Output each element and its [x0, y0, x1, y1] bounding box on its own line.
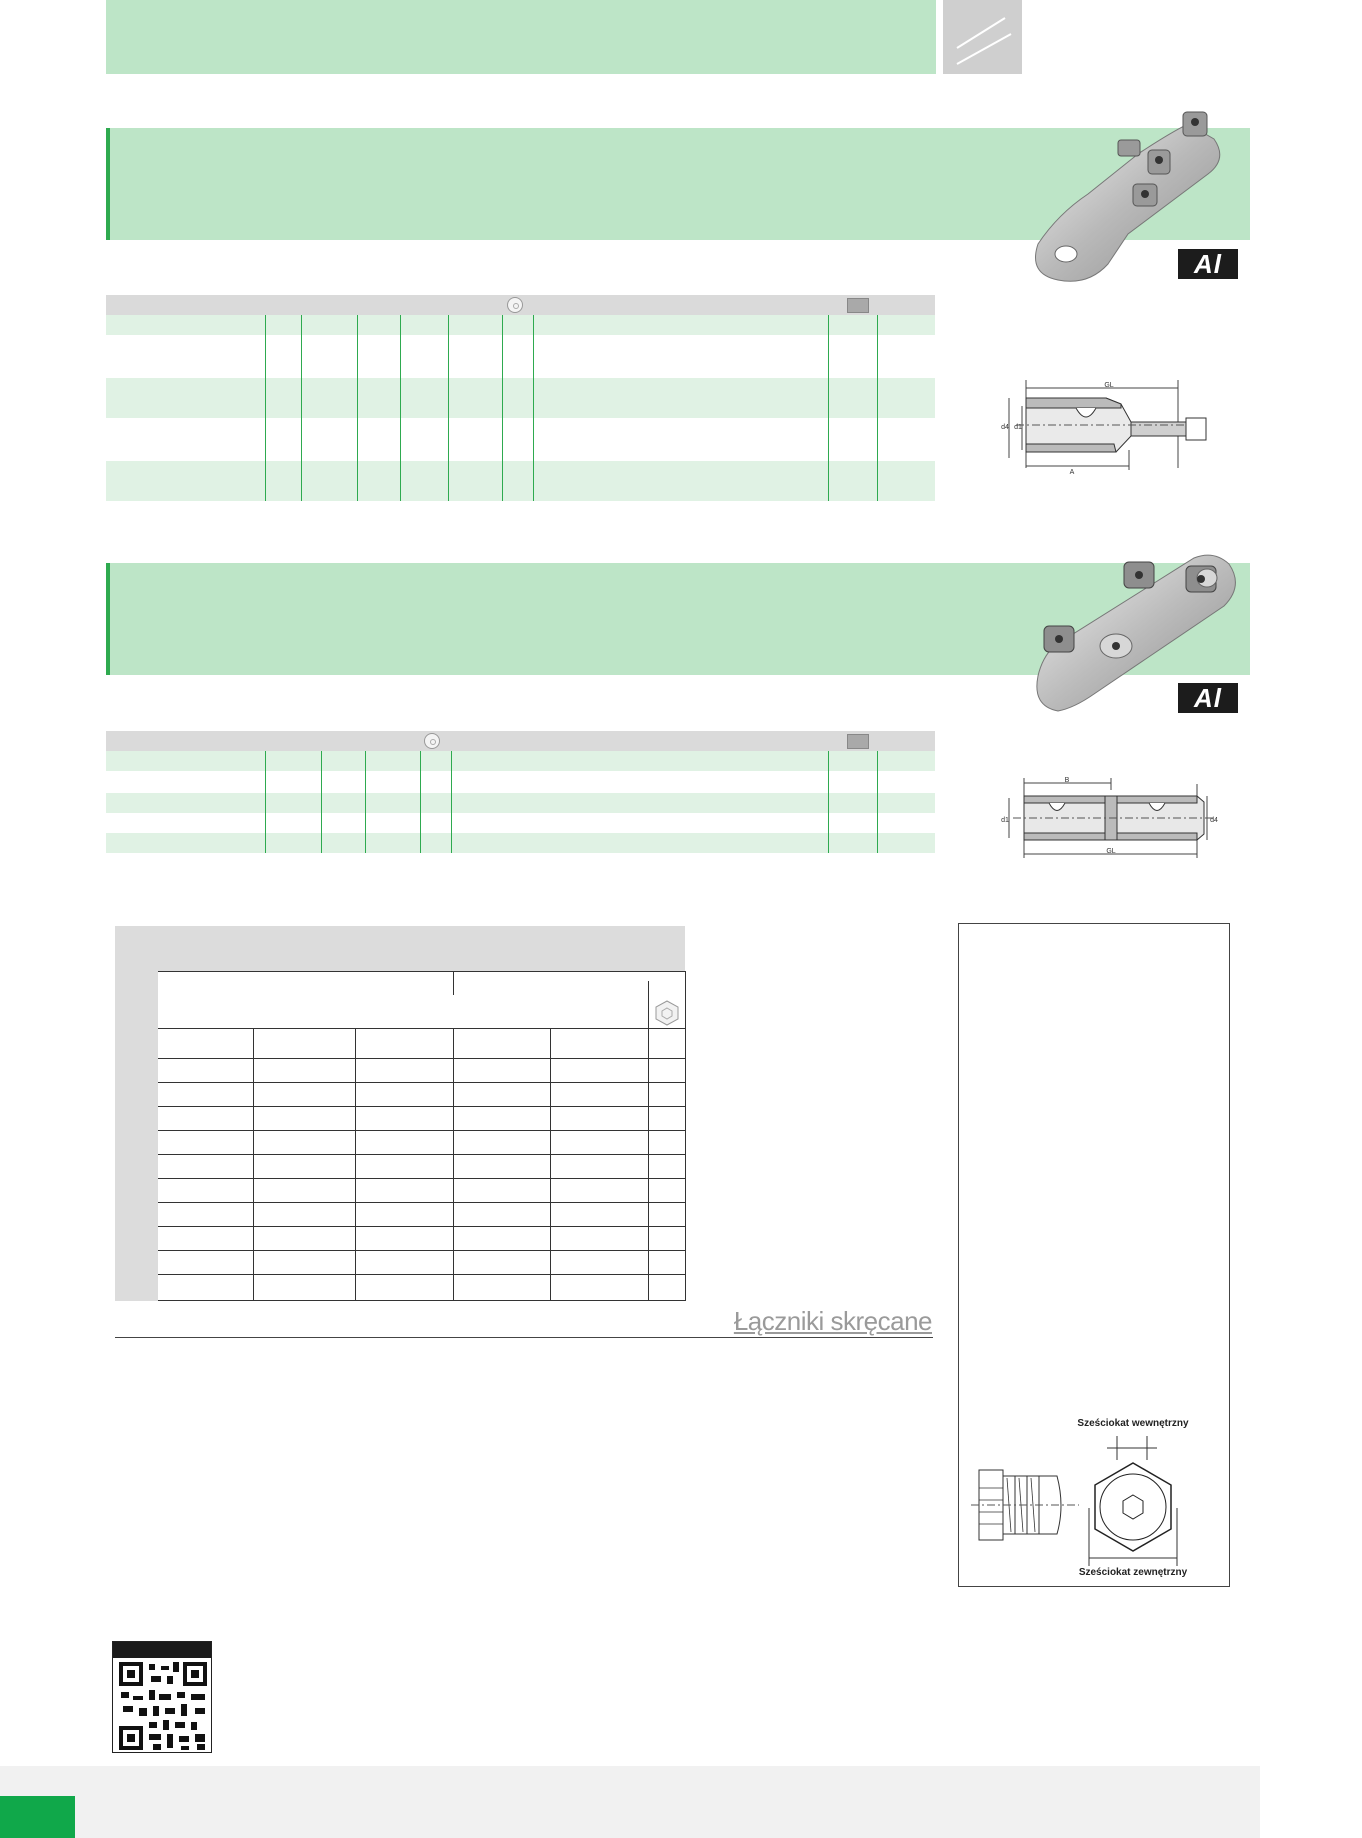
dim-label-a: A: [1069, 469, 1075, 474]
title-rule: [115, 1337, 933, 1338]
lug-technical-drawing: [996, 378, 1216, 474]
dim-label-gl: GL: [1104, 382, 1114, 389]
material-badge-aluminium: Al: [1178, 683, 1238, 713]
section-title: Łączniki skręcane: [733, 1306, 932, 1336]
footer-page-tab: [0, 1796, 75, 1838]
material-badge-aluminium: Al: [1178, 249, 1238, 279]
dim-label-gl: GL: [1106, 848, 1116, 855]
dim-label-d4: d4: [1001, 424, 1009, 431]
dim-label-d1: d1: [1014, 424, 1022, 431]
package-box-icon: [847, 298, 869, 313]
table-row: [106, 378, 935, 418]
connector-technical-drawing: [999, 776, 1225, 860]
header-band: [106, 0, 936, 74]
dim-label-d4: d4: [1210, 817, 1218, 824]
qr-code-pattern: [119, 1662, 207, 1750]
label-inner-hex: Sześciokat wewnętrzny: [1077, 1418, 1189, 1429]
connector-spec-table: [106, 731, 935, 853]
table-row: [106, 418, 935, 461]
table-row: [106, 461, 935, 501]
qr-code[interactable]: [112, 1641, 212, 1753]
table-row: [106, 833, 935, 853]
bolt-torque-grid: [158, 971, 685, 1301]
table-row: [106, 315, 935, 335]
dim-label-d1: d1: [1001, 817, 1009, 824]
shear-bolt-drawing: [967, 1408, 1227, 1583]
package-box-icon: [847, 734, 869, 749]
bolt-info-box: [958, 923, 1230, 1587]
cross-section-circle-icon: [424, 733, 440, 749]
label-outer-hex: Sześciokat zewnętrzny: [1078, 1567, 1188, 1578]
table-header: [106, 295, 935, 315]
table-row: [106, 335, 935, 378]
table-row: [106, 771, 935, 793]
hex-wrench-icon: [653, 999, 681, 1027]
table-row: [106, 793, 935, 813]
cross-section-circle-icon: [507, 297, 523, 313]
header-icon-box: [943, 0, 1022, 74]
page-footer: [0, 1766, 1260, 1838]
table-header: [106, 731, 935, 751]
dim-label-b: B: [1064, 777, 1070, 784]
lug-spec-table: [106, 295, 935, 501]
table-row: [106, 813, 935, 833]
table-row: [106, 751, 935, 771]
diagonal-lines-icon: [943, 0, 1022, 74]
bolt-torque-table: [115, 926, 685, 1301]
